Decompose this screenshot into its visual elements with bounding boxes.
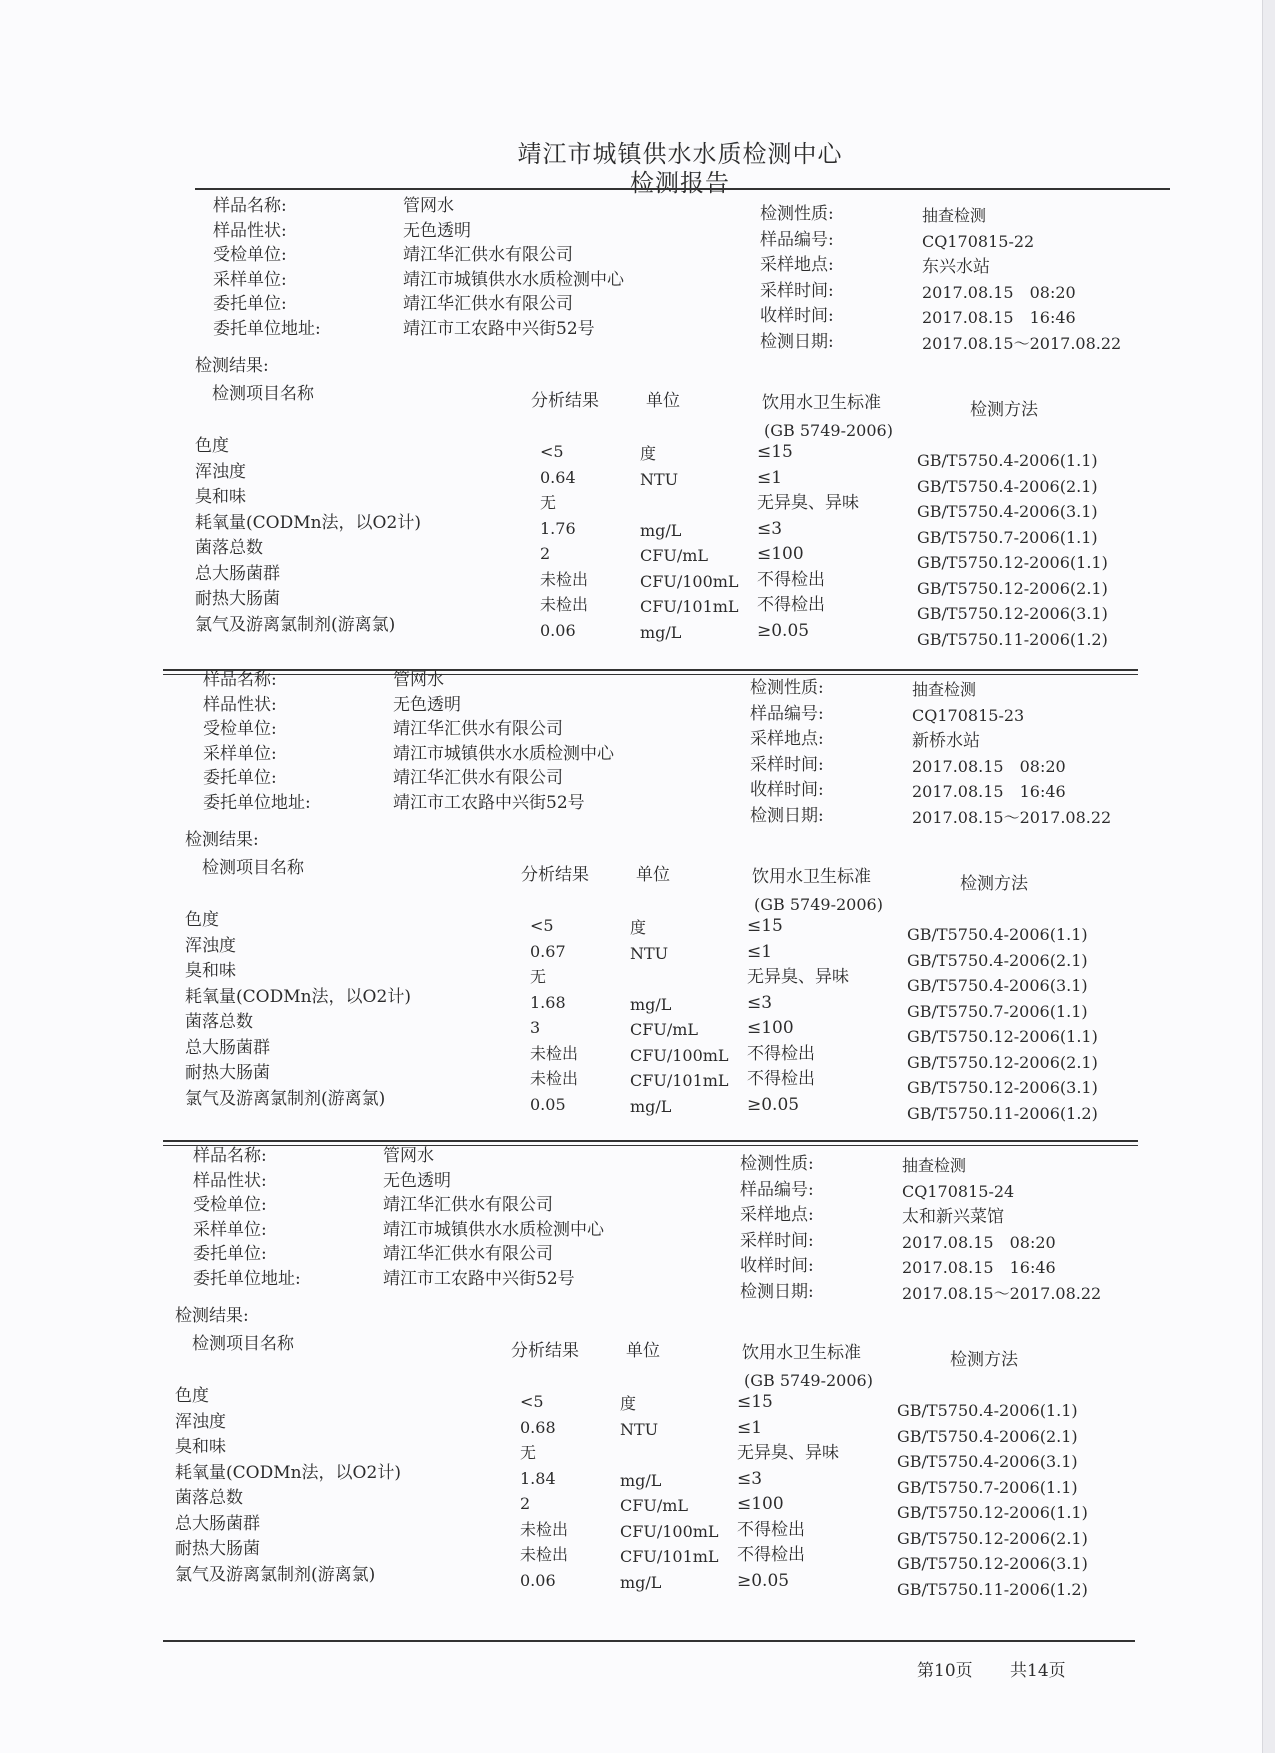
receive-time-value: 2017.08.15 16:46: [912, 782, 1066, 801]
result-row-unit: 度: [630, 918, 647, 937]
result-row-unit: CFU/100mL: [620, 1521, 719, 1541]
sample-no-value: CQ170815-23: [912, 705, 1025, 725]
result-row-method: GB/T5750.4-2006(1.1): [897, 1401, 1078, 1420]
sampling-site-value: 太和新兴菜馆: [902, 1207, 1004, 1227]
col-std-header: 饮用水卫生标准: [752, 867, 871, 887]
receive-time-label: 收样时间:: [750, 780, 824, 800]
results-label: 检测结果:: [185, 830, 259, 850]
result-row-item: 浑浊度: [175, 1411, 226, 1432]
test-nature-value: 抽查检测: [912, 680, 977, 699]
page-total: 共14页: [1010, 1661, 1066, 1681]
test-date-value: 2017.08.15～2017.08.22: [902, 1283, 1102, 1303]
result-row-method: GB/T5750.4-2006(1.1): [907, 925, 1088, 944]
client-address-label: 委托单位地址:: [213, 318, 321, 339]
sampling-time-label: 采样时间:: [750, 754, 824, 775]
sample-name-value: 管网水: [383, 1146, 434, 1166]
col-result-header: 分析结果: [511, 1341, 579, 1361]
col-item-header: 检测项目名称: [212, 384, 314, 404]
result-row-item: 耗氧量(CODMn法，以O2计): [175, 1462, 401, 1483]
result-row-method: GB/T5750.12-2006(2.1): [897, 1528, 1088, 1548]
result-row-standard: 不得检出: [757, 595, 825, 615]
sample-state-value: 无色透明: [383, 1170, 451, 1191]
result-row-item: 氯气及游离氯制剂(游离氯): [175, 1564, 376, 1585]
col-item-header: 检测项目名称: [202, 858, 304, 878]
sample-no-value: CQ170815-22: [922, 231, 1035, 251]
result-row-item: 氯气及游离氯制剂(游离氯): [195, 614, 396, 635]
result-row-standard: 无异臭、异味: [747, 967, 849, 987]
result-row-value: 无: [540, 493, 557, 512]
sample-no-label: 样品编号:: [750, 703, 824, 724]
result-row-standard: 无异臭、异味: [757, 493, 859, 513]
result-row-unit: CFU/101mL: [630, 1071, 729, 1090]
result-row-unit: mg/L: [630, 1096, 672, 1116]
col-std-header: 饮用水卫生标准: [762, 393, 881, 413]
result-row-method: GB/T5750.4-2006(1.1): [917, 451, 1098, 470]
footer-rule: [163, 1640, 1135, 1642]
receive-time-label: 收样时间:: [740, 1256, 814, 1276]
sampling-unit-value: 靖江市城镇供水水质检测中心: [393, 743, 614, 764]
sample-no-value: CQ170815-24: [902, 1181, 1015, 1201]
result-row-value: 未检出: [520, 1519, 569, 1539]
result-row-value: <5: [540, 442, 564, 461]
result-row-value: 未检出: [540, 595, 589, 614]
client-unit-value: 靖江华汇供水有限公司: [383, 1244, 553, 1264]
result-row-value: 无: [530, 967, 547, 986]
result-row-item: 色度: [185, 910, 219, 930]
col-item-header: 检测项目名称: [192, 1334, 294, 1354]
result-row-value: 0.06: [540, 620, 576, 640]
result-row-standard: 不得检出: [737, 1519, 805, 1540]
result-row-method: GB/T5750.11-2006(1.2): [917, 629, 1108, 649]
result-row-item: 臭和味: [195, 487, 246, 507]
sampling-unit-label: 采样单位:: [203, 743, 277, 764]
sampling-site-value: 新桥水站: [912, 731, 980, 751]
result-row-unit: CFU/101mL: [620, 1547, 719, 1566]
sample-name-value: 管网水: [403, 196, 454, 216]
result-row-standard: ≥0.05: [747, 1094, 800, 1115]
result-row-method: GB/T5750.4-2006(3.1): [907, 976, 1088, 995]
result-row-value: 0.64: [540, 467, 576, 487]
result-row-unit: CFU/mL: [640, 546, 709, 565]
result-row-standard: 不得检出: [737, 1545, 805, 1565]
test-nature-label: 检测性质:: [750, 678, 824, 698]
result-row-item: 色度: [195, 436, 229, 456]
result-row-standard: ≤3: [737, 1468, 763, 1489]
result-row-item: 耐热大肠菌: [175, 1539, 260, 1559]
sampling-site-label: 采样地点:: [740, 1205, 814, 1225]
col-std-code: (GB 5749-2006): [744, 1371, 873, 1390]
report-separator-rule: [163, 1145, 1138, 1146]
col-std-code: (GB 5749-2006): [754, 895, 883, 914]
sample-name-label: 样品名称:: [203, 670, 277, 690]
result-row-method: GB/T5750.12-2006(3.1): [907, 1078, 1098, 1097]
result-row-item: 耗氧量(CODMn法，以O2计): [195, 512, 421, 533]
sampling-time-label: 采样时间:: [740, 1230, 814, 1251]
client-unit-value: 靖江华汇供水有限公司: [393, 768, 563, 788]
test-date-value: 2017.08.15～2017.08.22: [922, 333, 1122, 353]
results-label: 检测结果:: [195, 356, 269, 376]
result-row-method: GB/T5750.12-2006(3.1): [917, 604, 1108, 623]
test-nature-value: 抽查检测: [922, 206, 987, 225]
test-date-label: 检测日期:: [740, 1281, 814, 1302]
sampling-time-value: 2017.08.15 08:20: [912, 756, 1066, 776]
inspected-unit-value: 靖江华汇供水有限公司: [403, 245, 573, 265]
results-label: 检测结果:: [175, 1306, 249, 1326]
result-row-value: <5: [520, 1392, 544, 1411]
result-row-value: 0.06: [520, 1570, 556, 1590]
result-row-item: 耗氧量(CODMn法，以O2计): [185, 986, 411, 1007]
result-row-value: 1.68: [530, 992, 566, 1012]
client-unit-value: 靖江华汇供水有限公司: [403, 294, 573, 314]
result-row-item: 耐热大肠菌: [185, 1063, 270, 1083]
sample-state-label: 样品性状:: [203, 694, 277, 715]
result-row-method: GB/T5750.12-2006(2.1): [917, 578, 1108, 598]
result-row-standard: ≤100: [737, 1494, 784, 1514]
result-row-standard: ≤1: [747, 941, 773, 962]
result-row-unit: CFU/mL: [630, 1020, 699, 1039]
col-unit-header: 单位: [636, 865, 670, 885]
result-row-item: 浑浊度: [195, 461, 246, 482]
report-separator-rule: [163, 669, 1138, 671]
sampling-time-value: 2017.08.15 08:20: [922, 282, 1076, 302]
test-nature-label: 检测性质:: [740, 1154, 814, 1174]
result-row-unit: NTU: [640, 469, 679, 489]
client-address-value: 靖江市工农路中兴街52号: [403, 318, 595, 339]
result-row-value: 1.84: [520, 1468, 556, 1488]
result-row-method: GB/T5750.12-2006(2.1): [907, 1052, 1098, 1072]
test-date-label: 检测日期:: [750, 805, 824, 826]
result-row-standard: ≤100: [747, 1018, 794, 1038]
result-row-standard: ≥0.05: [737, 1570, 790, 1591]
result-row-unit: mg/L: [630, 994, 672, 1014]
result-row-value: 2: [520, 1494, 531, 1513]
result-row-method: GB/T5750.11-2006(1.2): [907, 1103, 1098, 1123]
sampling-time-label: 采样时间:: [760, 280, 834, 301]
client-address-value: 靖江市工农路中兴街52号: [383, 1268, 575, 1289]
result-row-standard: ≤3: [757, 518, 783, 539]
result-row-standard: 无异臭、异味: [737, 1443, 839, 1463]
sample-state-value: 无色透明: [403, 220, 471, 241]
col-unit-header: 单位: [626, 1341, 660, 1361]
col-method-header: 检测方法: [960, 874, 1028, 894]
result-row-item: 总大肠菌群: [185, 1037, 270, 1058]
result-row-unit: mg/L: [620, 1572, 662, 1592]
result-row-method: GB/T5750.12-2006(1.1): [907, 1027, 1098, 1046]
result-row-value: 无: [520, 1443, 537, 1462]
sampling-unit-value: 靖江市城镇供水水质检测中心: [383, 1219, 604, 1240]
result-row-unit: mg/L: [640, 622, 682, 642]
sampling-site-label: 采样地点:: [760, 255, 834, 275]
result-row-unit: CFU/mL: [620, 1496, 689, 1515]
result-row-method: GB/T5750.7-2006(1.1): [897, 1477, 1078, 1497]
result-row-method: GB/T5750.12-2006(1.1): [917, 553, 1108, 572]
result-row-method: GB/T5750.4-2006(3.1): [917, 502, 1098, 521]
result-row-method: GB/T5750.4-2006(2.1): [907, 950, 1088, 970]
result-row-item: 耐热大肠菌: [195, 589, 280, 609]
report-title: 检测报告: [630, 169, 730, 197]
report-separator-rule: [163, 1140, 1138, 1142]
result-row-unit: NTU: [620, 1419, 659, 1439]
result-row-item: 氯气及游离氯制剂(游离氯): [185, 1088, 386, 1109]
test-nature-label: 检测性质:: [760, 204, 834, 224]
client-unit-label: 委托单位:: [213, 294, 287, 314]
sampling-unit-value: 靖江市城镇供水水质检测中心: [403, 269, 624, 290]
result-row-method: GB/T5750.12-2006(1.1): [897, 1503, 1088, 1522]
col-result-header: 分析结果: [531, 391, 599, 411]
sample-no-label: 样品编号:: [760, 229, 834, 250]
result-row-standard: ≤1: [757, 467, 783, 488]
result-row-value: 未检出: [530, 1069, 579, 1088]
result-row-item: 菌落总数: [185, 1012, 253, 1032]
result-row-standard: 不得检出: [757, 569, 825, 590]
result-row-standard: 不得检出: [747, 1043, 815, 1064]
result-row-unit: NTU: [630, 943, 669, 963]
client-address-label: 委托单位地址:: [203, 792, 311, 813]
result-row-value: 未检出: [540, 569, 589, 589]
result-row-standard: ≤1: [737, 1417, 763, 1438]
page-number: 第10页: [917, 1661, 973, 1681]
col-result-header: 分析结果: [521, 865, 589, 885]
sample-name-label: 样品名称:: [193, 1146, 267, 1166]
result-row-unit: CFU/100mL: [640, 571, 739, 591]
result-row-method: GB/T5750.12-2006(3.1): [897, 1554, 1088, 1573]
result-row-item: 臭和味: [185, 961, 236, 981]
result-row-value: 未检出: [520, 1545, 569, 1564]
result-row-standard: ≤100: [757, 544, 804, 564]
client-unit-label: 委托单位:: [203, 768, 277, 788]
inspected-unit-label: 受检单位:: [213, 245, 287, 265]
inspected-unit-value: 靖江华汇供水有限公司: [383, 1195, 553, 1215]
result-row-value: 0.67: [530, 941, 566, 961]
report-separator-rule: [163, 674, 1138, 675]
result-row-standard: ≤3: [747, 992, 773, 1013]
sample-state-label: 样品性状:: [193, 1170, 267, 1191]
result-row-standard: ≥0.05: [757, 620, 810, 641]
result-row-item: 总大肠菌群: [195, 563, 280, 584]
col-method-header: 检测方法: [970, 400, 1038, 420]
receive-time-value: 2017.08.15 16:46: [902, 1258, 1056, 1277]
client-address-value: 靖江市工农路中兴街52号: [393, 792, 585, 813]
result-row-item: 菌落总数: [195, 538, 263, 558]
result-row-unit: CFU/100mL: [630, 1045, 729, 1065]
sample-state-value: 无色透明: [393, 694, 461, 715]
result-row-standard: ≤15: [757, 442, 793, 462]
sample-state-label: 样品性状:: [213, 220, 287, 241]
result-row-method: GB/T5750.11-2006(1.2): [897, 1579, 1088, 1599]
sampling-site-value: 东兴水站: [922, 257, 990, 277]
result-row-method: GB/T5750.4-2006(2.1): [917, 476, 1098, 496]
result-row-item: 浑浊度: [185, 935, 236, 956]
result-row-item: 菌落总数: [175, 1488, 243, 1508]
client-unit-label: 委托单位:: [193, 1244, 267, 1264]
col-std-code: (GB 5749-2006): [764, 421, 893, 440]
result-row-value: <5: [530, 916, 554, 935]
result-row-unit: 度: [620, 1394, 637, 1413]
result-row-method: GB/T5750.7-2006(1.1): [907, 1001, 1088, 1021]
result-row-standard: 不得检出: [747, 1069, 815, 1089]
result-row-standard: ≤15: [747, 916, 783, 936]
test-date-value: 2017.08.15～2017.08.22: [912, 807, 1112, 827]
result-row-method: GB/T5750.4-2006(2.1): [897, 1426, 1078, 1446]
sample-no-label: 样品编号:: [740, 1179, 814, 1200]
inspected-unit-value: 靖江华汇供水有限公司: [393, 719, 563, 739]
inspected-unit-label: 受检单位:: [193, 1195, 267, 1215]
result-row-value: 3: [530, 1018, 541, 1037]
scan-page-edge: [1262, 0, 1275, 1753]
result-row-method: GB/T5750.4-2006(3.1): [897, 1452, 1078, 1471]
client-address-label: 委托单位地址:: [193, 1268, 301, 1289]
sampling-site-label: 采样地点:: [750, 729, 824, 749]
sample-name-label: 样品名称:: [213, 196, 287, 216]
test-date-label: 检测日期:: [760, 331, 834, 352]
result-row-unit: mg/L: [640, 520, 682, 540]
result-row-item: 总大肠菌群: [175, 1513, 260, 1534]
result-row-unit: mg/L: [620, 1470, 662, 1490]
sampling-time-value: 2017.08.15 08:20: [902, 1232, 1056, 1252]
sample-name-value: 管网水: [393, 670, 444, 690]
result-row-value: 0.68: [520, 1417, 556, 1437]
result-row-unit: 度: [640, 444, 657, 463]
result-row-value: 1.76: [540, 518, 576, 538]
result-row-unit: CFU/101mL: [640, 597, 739, 616]
result-row-standard: ≤15: [737, 1392, 773, 1412]
result-row-value: 未检出: [530, 1043, 579, 1063]
test-nature-value: 抽查检测: [902, 1156, 967, 1175]
col-method-header: 检测方法: [950, 1350, 1018, 1370]
col-std-header: 饮用水卫生标准: [742, 1343, 861, 1363]
org-title: 靖江市城镇供水水质检测中心: [517, 140, 843, 168]
result-row-value: 2: [540, 544, 551, 563]
sampling-unit-label: 采样单位:: [193, 1219, 267, 1240]
receive-time-value: 2017.08.15 16:46: [922, 308, 1076, 327]
report-header-rule: [195, 188, 1170, 190]
result-row-item: 色度: [175, 1386, 209, 1406]
result-row-method: GB/T5750.7-2006(1.1): [917, 527, 1098, 547]
sampling-unit-label: 采样单位:: [213, 269, 287, 290]
inspected-unit-label: 受检单位:: [203, 719, 277, 739]
result-row-value: 0.05: [530, 1094, 566, 1114]
result-row-item: 臭和味: [175, 1437, 226, 1457]
col-unit-header: 单位: [646, 391, 680, 411]
receive-time-label: 收样时间:: [760, 306, 834, 326]
